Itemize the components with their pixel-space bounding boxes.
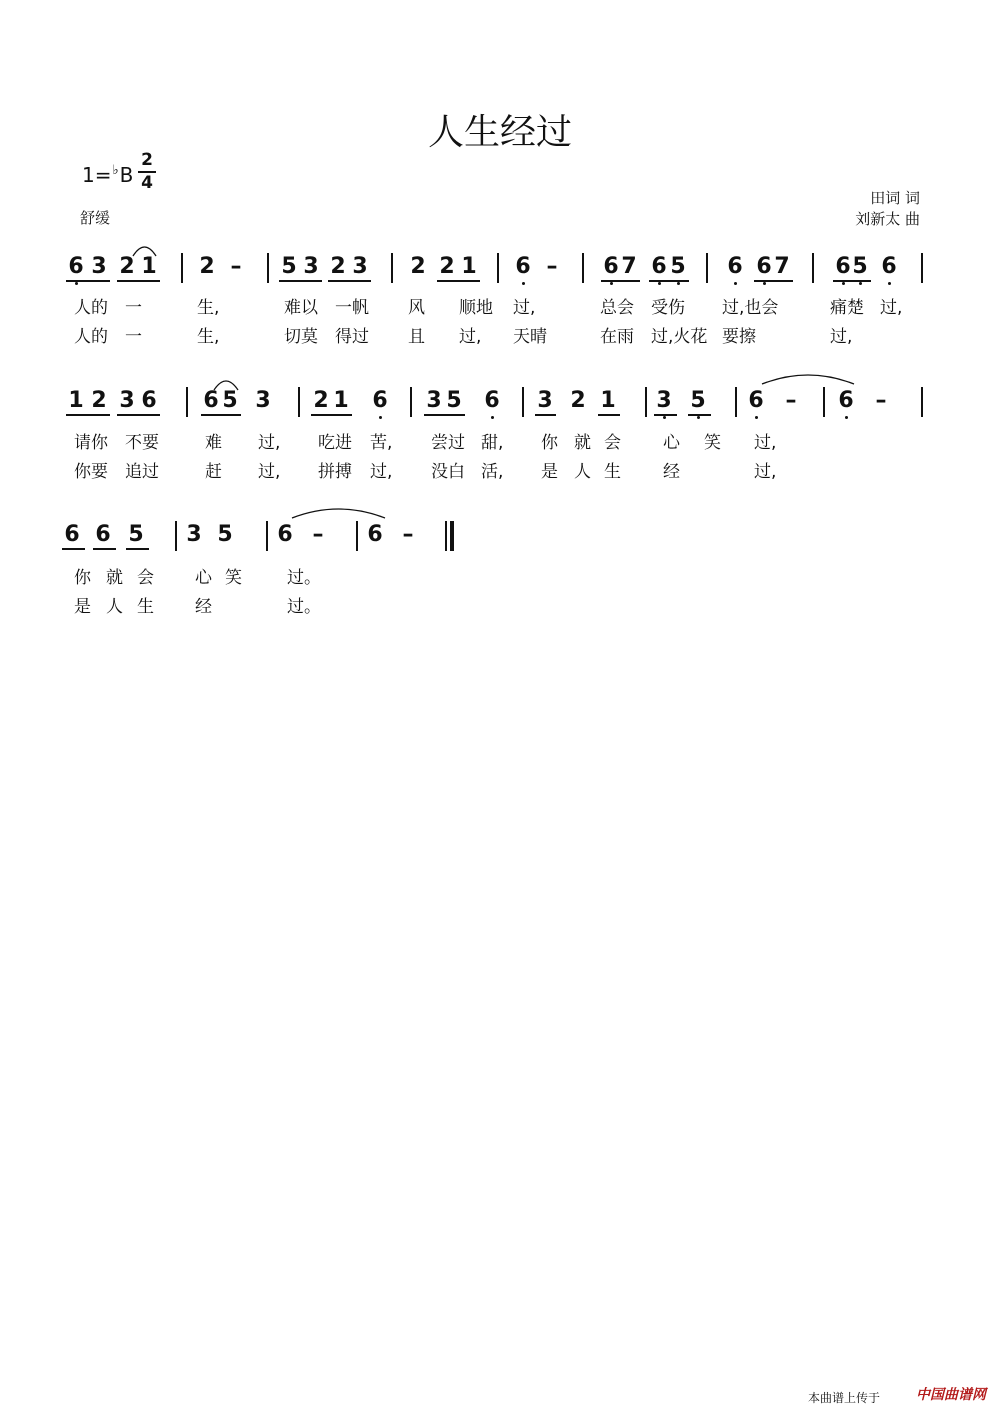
note: 7 bbox=[774, 254, 790, 279]
lyric-verse2: 过, bbox=[370, 462, 393, 482]
note: 6 bbox=[878, 254, 900, 280]
note: 5 bbox=[128, 522, 144, 547]
octave-dot bbox=[610, 282, 613, 285]
lyric-verse1: 人的 bbox=[74, 298, 108, 318]
note: 2 bbox=[410, 254, 426, 279]
lyric-verse1: 过, bbox=[258, 433, 281, 453]
key-signature bbox=[82, 163, 133, 187]
beat-underline bbox=[833, 280, 871, 282]
lyric-verse2: 活, bbox=[481, 462, 504, 482]
note: 6 bbox=[745, 388, 767, 414]
key-note: B bbox=[119, 163, 134, 187]
beat-underline bbox=[66, 280, 110, 282]
lyric-verse2: 过, bbox=[459, 327, 482, 347]
bar-line bbox=[175, 521, 177, 551]
lyric-verse2: 人 bbox=[106, 597, 123, 617]
lyric-verse2: 人的 bbox=[74, 327, 108, 347]
note: 6 bbox=[724, 254, 746, 280]
slur bbox=[762, 372, 854, 386]
note: 2 bbox=[119, 254, 135, 279]
note: 6 bbox=[141, 388, 157, 413]
beat-underline bbox=[66, 414, 110, 416]
note: 7 bbox=[621, 254, 637, 279]
octave-dot bbox=[859, 282, 862, 285]
bar-line bbox=[410, 387, 412, 417]
lyric-verse2: 天晴 bbox=[513, 327, 547, 347]
bar-line bbox=[497, 253, 499, 283]
note: 6 bbox=[648, 254, 670, 280]
lyric-verse1: 吃进 bbox=[318, 433, 352, 453]
lyric-verse1: 风 bbox=[408, 298, 425, 318]
lyric-verse2: 一 bbox=[125, 327, 142, 347]
lyric-verse2: 过, bbox=[754, 462, 777, 482]
lyric-verse1: 甜, bbox=[481, 433, 504, 453]
note: 2 bbox=[570, 388, 586, 413]
note: 3 bbox=[255, 388, 271, 413]
beat-underline bbox=[535, 414, 556, 416]
lyric-verse1: 顺地 bbox=[459, 298, 493, 318]
note: – bbox=[402, 522, 414, 547]
note: – bbox=[785, 388, 797, 413]
time-sig-top: 2 bbox=[141, 150, 153, 170]
lyric-verse2: 过, bbox=[830, 327, 853, 347]
octave-dot bbox=[842, 282, 845, 285]
note: 5 bbox=[667, 254, 689, 280]
note: 3 bbox=[352, 254, 368, 279]
lyric-verse1: 过, bbox=[754, 433, 777, 453]
note: 3 bbox=[653, 388, 675, 414]
octave-dot bbox=[734, 282, 737, 285]
note: 6 bbox=[753, 254, 775, 280]
lyric-verse1: 难以 bbox=[284, 298, 318, 318]
beat-underline bbox=[279, 280, 322, 282]
note: 6 bbox=[835, 388, 857, 414]
note: 1 bbox=[333, 388, 349, 413]
note: 2 bbox=[313, 388, 329, 413]
lyric-verse1: 苦, bbox=[370, 433, 393, 453]
lyric-verse1: 一 bbox=[125, 298, 142, 318]
octave-dot bbox=[763, 282, 766, 285]
octave-dot bbox=[677, 282, 680, 285]
octave-dot bbox=[845, 416, 848, 419]
note: 3 bbox=[91, 254, 107, 279]
slur bbox=[133, 244, 156, 258]
octave-dot bbox=[491, 416, 494, 419]
lyric-verse1: 过, bbox=[880, 298, 903, 318]
lyric-verse2: 在雨 bbox=[600, 327, 634, 347]
lyric-verse1: 生, bbox=[197, 298, 220, 318]
lyric-verse1: 受伤 bbox=[651, 298, 685, 318]
slur bbox=[292, 506, 385, 520]
note: 6 bbox=[203, 388, 219, 413]
flat-sign: ♭ bbox=[112, 163, 119, 178]
lyric-verse2: 赶 bbox=[205, 462, 222, 482]
bar-line bbox=[645, 387, 647, 417]
octave-dot bbox=[755, 416, 758, 419]
note: 6 bbox=[369, 388, 391, 414]
lyric-verse1: 请你 bbox=[74, 433, 108, 453]
octave-dot bbox=[522, 282, 525, 285]
bar-line bbox=[391, 253, 393, 283]
beat-underline bbox=[93, 548, 116, 550]
note: 5 bbox=[687, 388, 709, 414]
lyric-verse1: 心 bbox=[195, 568, 212, 588]
beat-underline bbox=[126, 548, 149, 550]
note: – bbox=[230, 254, 242, 279]
lyric-verse2: 得过 bbox=[335, 327, 369, 347]
note: 6 bbox=[600, 254, 622, 280]
lyric-verse1: 痛楚 bbox=[830, 298, 864, 318]
lyric-verse2: 过,火花 bbox=[651, 327, 708, 347]
octave-dot bbox=[663, 416, 666, 419]
lyric-verse1: 就 bbox=[574, 433, 591, 453]
bar-line bbox=[186, 387, 188, 417]
lyric-verse1: 一帆 bbox=[335, 298, 369, 318]
note: 1 bbox=[461, 254, 477, 279]
octave-dot bbox=[379, 416, 382, 419]
final-bar-thin bbox=[445, 521, 447, 551]
bar-line bbox=[298, 387, 300, 417]
beat-underline bbox=[598, 414, 620, 416]
bar-line bbox=[181, 253, 183, 283]
beat-underline bbox=[201, 414, 241, 416]
note: 1 bbox=[141, 254, 157, 279]
lyric-verse1: 笑 bbox=[225, 568, 242, 588]
lyric-verse1: 会 bbox=[604, 433, 621, 453]
bar-line bbox=[812, 253, 814, 283]
bar-line bbox=[706, 253, 708, 283]
note: – bbox=[546, 254, 558, 279]
composer-credit: 刘新太 曲 bbox=[855, 210, 920, 228]
note: 5 bbox=[849, 254, 871, 280]
final-bar-thick bbox=[450, 521, 454, 551]
lyric-verse1: 你 bbox=[74, 568, 91, 588]
lyric-verse2: 要擦 bbox=[722, 327, 756, 347]
lyric-verse1: 不要 bbox=[125, 433, 159, 453]
note: 6 bbox=[277, 522, 293, 547]
lyric-verse1: 过, bbox=[513, 298, 536, 318]
lyric-verse2: 没白 bbox=[431, 462, 465, 482]
bar-line bbox=[266, 521, 268, 551]
lyric-verse1: 笑 bbox=[704, 433, 721, 453]
bar-line bbox=[582, 253, 584, 283]
beat-underline bbox=[117, 280, 160, 282]
lyric-verse1: 总会 bbox=[600, 298, 634, 318]
beat-underline bbox=[437, 280, 480, 282]
note: 6 bbox=[832, 254, 854, 280]
octave-dot bbox=[658, 282, 661, 285]
bar-line bbox=[735, 387, 737, 417]
bar-line bbox=[823, 387, 825, 417]
lyric-verse2: 人 bbox=[574, 462, 591, 482]
bar-line bbox=[921, 387, 923, 417]
note: 1 bbox=[68, 388, 84, 413]
lyric-verse2: 且 bbox=[408, 327, 425, 347]
lyric-verse2: 经 bbox=[195, 597, 212, 617]
beat-underline bbox=[601, 280, 640, 282]
beat-underline bbox=[654, 414, 677, 416]
note: 5 bbox=[222, 388, 238, 413]
lyric-verse2: 生, bbox=[197, 327, 220, 347]
note: 5 bbox=[446, 388, 462, 413]
octave-dot bbox=[697, 416, 700, 419]
key-prefix: 1= bbox=[82, 163, 112, 187]
slur bbox=[214, 378, 238, 392]
lyric-verse2: 你要 bbox=[74, 462, 108, 482]
note: 3 bbox=[303, 254, 319, 279]
note: 6 bbox=[65, 254, 87, 280]
lyric-verse1: 尝过 bbox=[431, 433, 465, 453]
lyric-verse1: 你 bbox=[541, 433, 558, 453]
beat-underline bbox=[62, 548, 85, 550]
lyric-verse2: 是 bbox=[74, 597, 91, 617]
site-logo: 中国曲谱网 bbox=[916, 1387, 986, 1403]
lyric-verse2: 切莫 bbox=[284, 327, 318, 347]
note: – bbox=[312, 522, 324, 547]
beat-underline bbox=[424, 414, 465, 416]
bar-line bbox=[267, 253, 269, 283]
note: – bbox=[875, 388, 887, 413]
note: 6 bbox=[64, 522, 80, 547]
lyric-verse1: 过。 bbox=[287, 568, 321, 588]
note: 6 bbox=[367, 522, 383, 547]
beat-underline bbox=[754, 280, 793, 282]
note: 3 bbox=[426, 388, 442, 413]
note: 5 bbox=[281, 254, 297, 279]
time-sig-bottom: 4 bbox=[141, 172, 153, 193]
note: 1 bbox=[600, 388, 616, 413]
note: 2 bbox=[330, 254, 346, 279]
lyric-verse1: 过,也会 bbox=[722, 298, 779, 318]
lyric-verse2: 过, bbox=[258, 462, 281, 482]
beat-underline bbox=[688, 414, 711, 416]
time-signature bbox=[138, 151, 156, 193]
tempo-marking: 舒缓 bbox=[80, 209, 111, 227]
note: 6 bbox=[95, 522, 111, 547]
lyric-verse2: 生 bbox=[137, 597, 154, 617]
lyric-verse1: 就 bbox=[106, 568, 123, 588]
beat-underline bbox=[311, 414, 352, 416]
lyric-verse2: 生 bbox=[604, 462, 621, 482]
note: 6 bbox=[481, 388, 503, 414]
lyric-verse2: 经 bbox=[663, 462, 680, 482]
lyric-verse1: 会 bbox=[137, 568, 154, 588]
lyricist-credit: 田词 词 bbox=[870, 189, 920, 207]
footer-text: 本曲谱上传于 bbox=[807, 1391, 880, 1405]
octave-dot bbox=[888, 282, 891, 285]
lyric-verse2: 是 bbox=[541, 462, 558, 482]
octave-dot bbox=[75, 282, 78, 285]
note: 3 bbox=[119, 388, 135, 413]
bar-line bbox=[921, 253, 923, 283]
bar-line bbox=[356, 521, 358, 551]
song-title: 人生经过 bbox=[427, 112, 572, 153]
note: 3 bbox=[537, 388, 553, 413]
lyric-verse1: 难 bbox=[205, 433, 222, 453]
beat-underline bbox=[649, 280, 689, 282]
lyric-verse2: 过。 bbox=[287, 597, 321, 617]
note: 2 bbox=[91, 388, 107, 413]
note: 5 bbox=[217, 522, 233, 547]
note: 6 bbox=[512, 254, 534, 280]
beat-underline bbox=[328, 280, 371, 282]
lyric-verse1: 心 bbox=[663, 433, 680, 453]
lyric-verse2: 拼搏 bbox=[318, 462, 352, 482]
note: 2 bbox=[199, 254, 215, 279]
note: 2 bbox=[439, 254, 455, 279]
lyric-verse2: 追过 bbox=[125, 462, 159, 482]
bar-line bbox=[522, 387, 524, 417]
beat-underline bbox=[117, 414, 160, 416]
note: 3 bbox=[186, 522, 202, 547]
